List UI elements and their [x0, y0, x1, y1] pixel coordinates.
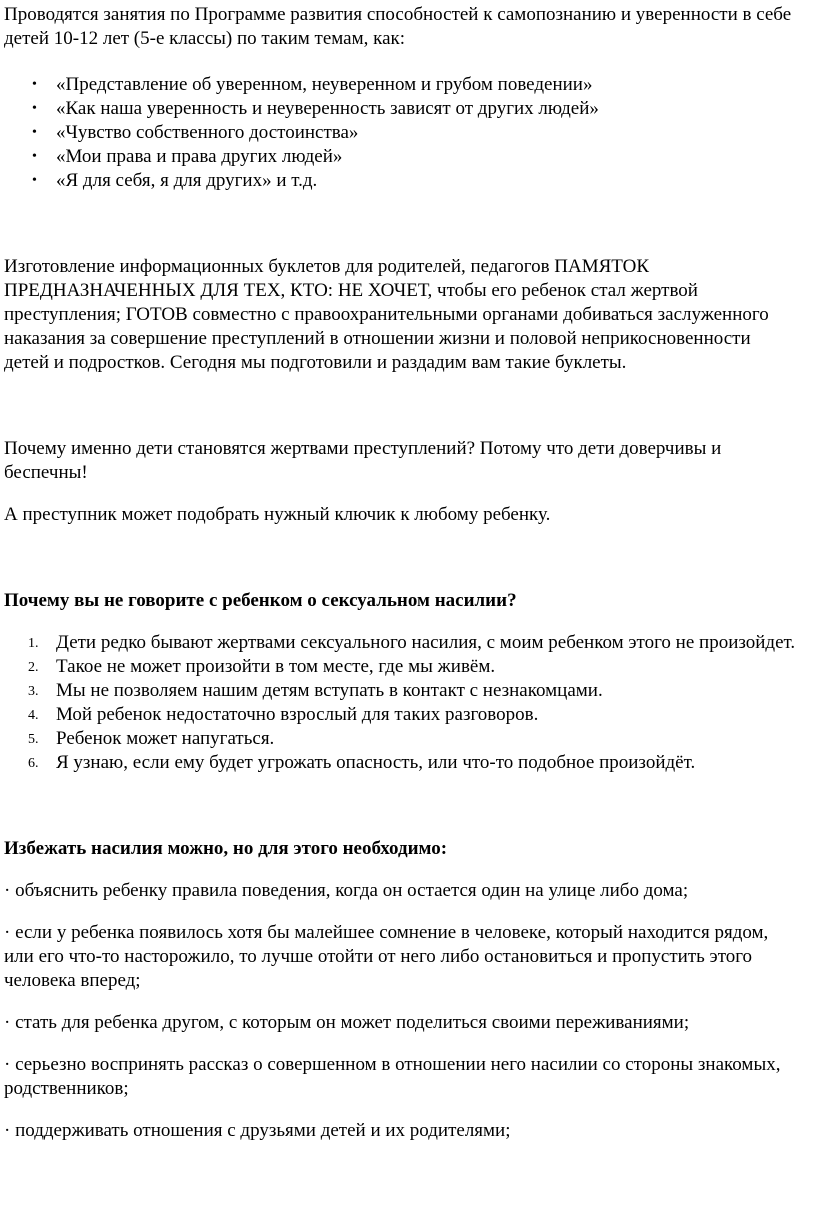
list-item-text: Ребенок может напугаться. — [56, 728, 275, 749]
list-item-text: Я узнаю, если ему будет угрожать опасность, или что-то подобное произойдёт. — [56, 752, 696, 773]
list-item-text: «Мои права и права других людей» — [56, 146, 343, 167]
list-item — [4, 703, 800, 727]
list-item-text: «Я для себя, я для других» и т.д. — [56, 170, 318, 191]
list-item — [4, 169, 800, 193]
list-item — [4, 145, 800, 169]
list-item-text: Дети редко бывают жертвами сексуального насилия, с моим ребенком этого не произойдет. — [56, 632, 796, 653]
list-number: 3. — [28, 684, 39, 699]
tip-paragraph: · если у ребенка появилось хотя бы малейшее сомнение в человеке, который находится рядом, или его что-то насторожило, то лучше отойти от него либо остановиться и пропустить этого человека вперед; — [4, 922, 769, 991]
list-number: 6. — [28, 756, 39, 771]
list-item — [4, 121, 800, 145]
prevention-tips — [4, 879, 800, 1143]
list-item — [4, 679, 800, 703]
themes-list — [4, 73, 800, 193]
list-item — [4, 655, 800, 679]
list-item — [4, 631, 800, 655]
list-item-text: Мой ребенок недостаточно взрослый для таких разговоров. — [56, 704, 539, 725]
bullet-icon: • — [32, 101, 37, 116]
section-heading-prevention: Избежать насилия можно, но для этого необходимо: — [4, 838, 448, 859]
list-number: 5. — [28, 732, 39, 747]
list-item — [4, 727, 800, 751]
bullet-icon: • — [32, 149, 37, 164]
booklets-paragraph: Изготовление информационных буклетов для родителей, педагогов ПАМЯТОК ПРЕДНАЗНАЧЕННЫХ ДЛЯ ТЕХ, КТО: НЕ ХОЧЕТ, чтобы его ребенок стал жертвой преступления; ГОТОВ совместно с правоохранительными органами добиваться заслуженного наказания за совершение преступлений в отношении жизни и половой неприкосновенности детей и подростков. Сегодня мы подготовили и раздадим вам такие буклеты. — [4, 256, 769, 373]
list-number: 1. — [28, 636, 39, 651]
list-item-text: Мы не позволяем нашим детям вступать в контакт с незнакомцами. — [56, 680, 603, 701]
list-item — [4, 97, 800, 121]
list-item-text: Такое не может произойти в том месте, где мы живём. — [56, 656, 496, 677]
bullet-icon: • — [32, 125, 37, 140]
tip-paragraph: · объяснить ребенку правила поведения, когда он остается один на улице либо дома; — [4, 880, 689, 901]
reasons-list — [4, 631, 800, 775]
list-item-text: «Чувство собственного достоинства» — [56, 122, 359, 143]
list-item-text: «Представление об уверенном, неуверенном и грубом поведении» — [56, 74, 593, 95]
bullet-icon: • — [32, 77, 37, 92]
list-number: 2. — [28, 660, 39, 675]
tip-paragraph: · серьезно воспринять рассказ о совершенном в отношении него насилии со стороны знакомых, родственников; — [4, 1054, 781, 1099]
bullet-icon: • — [32, 173, 37, 188]
list-item — [4, 751, 800, 775]
why-paragraph: Почему именно дети становятся жертвами преступлений? Потому что дети доверчивы и беспечны! — [4, 438, 722, 483]
section-heading-reasons: Почему вы не говорите с ребенком о сексуальном насилии? — [4, 590, 517, 611]
tip-paragraph: · поддерживать отношения с друзьями детей и их родителями; — [4, 1120, 511, 1141]
tip-paragraph: · стать для ребенка другом, с которым он может поделиться своими переживаниями; — [4, 1012, 690, 1033]
list-item-text: «Как наша уверенность и неуверенность зависят от других людей» — [56, 98, 599, 119]
list-number: 4. — [28, 708, 39, 723]
intro-paragraph: Проводятся занятия по Программе развития способностей к самопознанию и уверенности в себе детей 10-12 лет (5-е классы) по таким темам, как: — [4, 4, 792, 49]
key-paragraph: А преступник может подобрать нужный ключик к любому ребенку. — [4, 504, 551, 525]
list-item — [4, 73, 800, 97]
